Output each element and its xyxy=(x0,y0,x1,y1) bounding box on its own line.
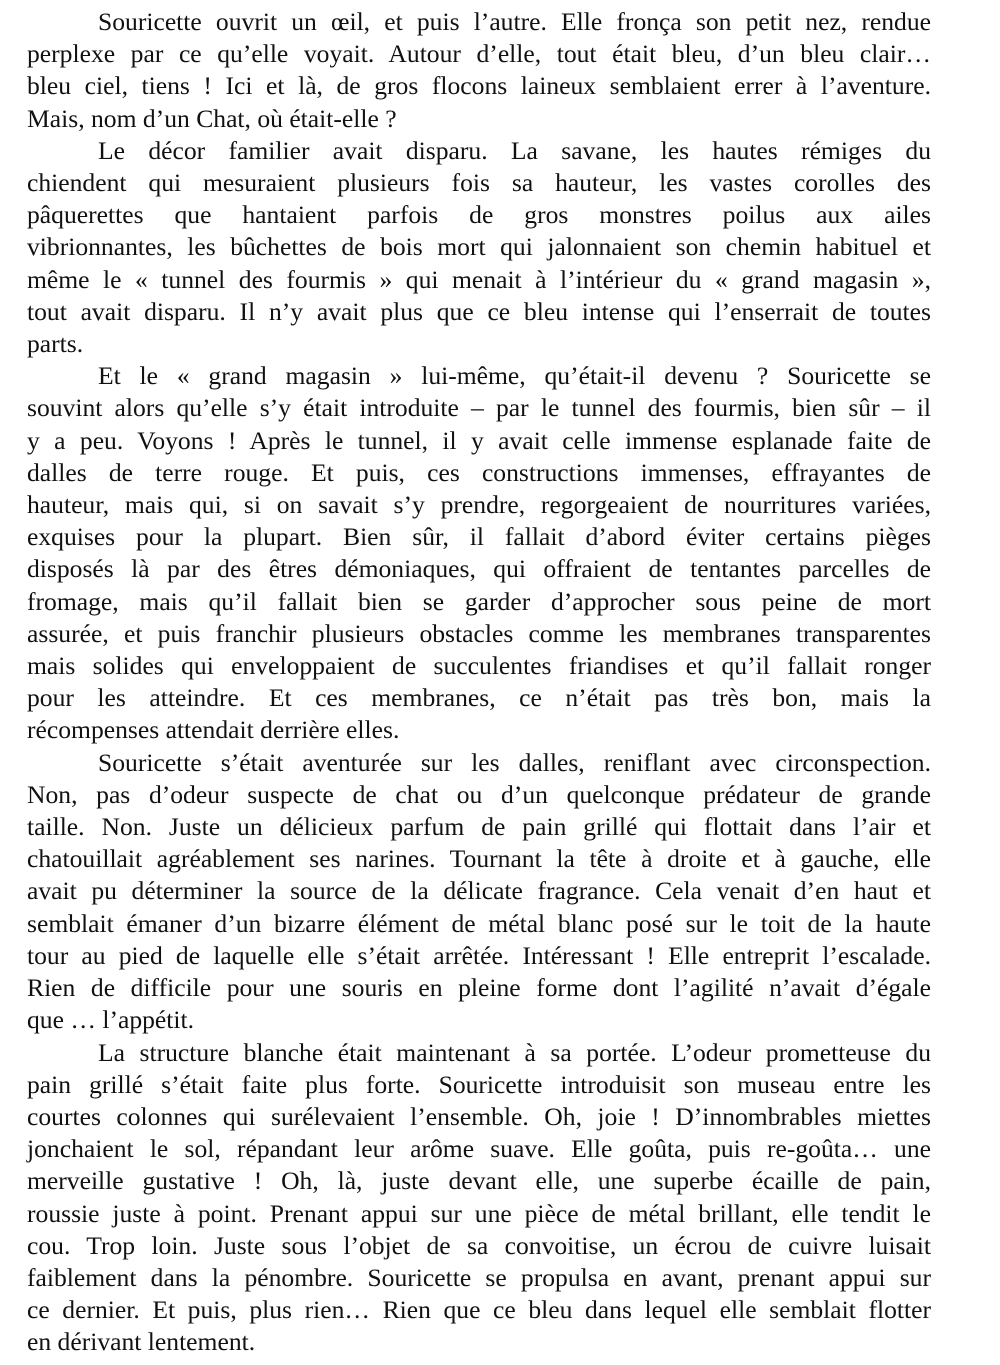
text-line: perplexe par ce qu’elle voyait. Autour d’elle, tout était bleu, d’un bleu clair… xyxy=(27,39,931,69)
text-line: Non, pas d’odeur suspecte de chat ou d’un quelconque prédateur de grande xyxy=(27,779,931,809)
text-line: récompenses attendait derrière elles. xyxy=(27,715,400,745)
text-line: pâquerettes que hantaient parfois de gros monstres poilus aux ailes xyxy=(27,200,931,230)
text-line: que … l’appétit. xyxy=(27,1005,195,1035)
text-line: pour les atteindre. Et ces membranes, ce n’était pas très bon, mais la xyxy=(27,683,931,713)
text-line: semblait émaner d’un bizarre élément de métal blanc posé sur le toit de la haute xyxy=(27,908,931,938)
paragraph-2 xyxy=(27,135,931,360)
text-line: hauteur, mais qui, si on savait s’y prendre, regorgeaient de nourritures variées, xyxy=(27,490,931,520)
text-line: tout avait disparu. Il n’y avait plus que ce bleu intense qui l’enserrait de toutes xyxy=(27,296,931,326)
text-line: avait pu déterminer la source de la délicate fragrance. Cela venait d’en haut et xyxy=(27,876,931,906)
text-line: Mais, nom d’un Chat, où était-elle ? xyxy=(27,103,397,133)
text-line: pain grillé s’était faite plus forte. Souricette introduisit son museau entre les xyxy=(27,1069,931,1099)
text-line: disposés là par des êtres démoniaques, qui offraient de tentantes parcelles de xyxy=(27,554,931,584)
text-line: en dérivant lentement. xyxy=(27,1327,256,1357)
text-line: courtes colonnes qui surélevaient l’ensemble. Oh, joie ! D’innombrables miettes xyxy=(27,1101,931,1131)
paragraph-1 xyxy=(27,6,931,135)
text-line: Et le « grand magasin » lui-même, qu’était-il devenu ? Souricette se xyxy=(98,361,931,391)
text-line: même le « tunnel des fourmis » qui menait à l’intérieur du « grand magasin », xyxy=(27,264,931,294)
text-line: merveille gustative ! Oh, là, juste devant elle, une superbe écaille de pain, xyxy=(27,1166,931,1196)
text-line: Rien de difficile pour une souris en pleine forme dont l’agilité n’avait d’égale xyxy=(27,973,931,1003)
text-line: bleu ciel, tiens ! Ici et là, de gros flocons laineux semblaient errer à l’aventure. xyxy=(27,71,931,101)
paragraph-5 xyxy=(27,1037,931,1359)
text-line: chiendent qui mesuraient plusieurs fois sa hauteur, les vastes corolles des xyxy=(27,168,931,198)
text-line: fromage, mais qu’il fallait bien se garder d’approcher sous peine de mort xyxy=(27,586,931,616)
text-line: Souricette s’était aventurée sur les dalles, reniflant avec circonspection. xyxy=(98,747,931,777)
text-line: parts. xyxy=(27,329,84,359)
text-line: jonchaient le sol, répandant leur arôme suave. Elle goûta, puis re-goûta… une xyxy=(27,1134,931,1164)
text-line: dalles de terre rouge. Et puis, ces constructions immenses, effrayantes de xyxy=(27,457,931,487)
text-line: roussie juste à point. Prenant appui sur une pièce de métal brillant, elle tendit le xyxy=(27,1198,931,1228)
text-line: exquises pour la plupart. Bien sûr, il fallait d’abord éviter certains pièges xyxy=(27,522,931,552)
text-line: Souricette ouvrit un œil, et puis l’autre. Elle fronça son petit nez, rendue xyxy=(98,7,931,36)
text-line: faiblement dans la pénombre. Souricette se propulsa en avant, prenant appui sur xyxy=(27,1262,931,1292)
text-line: cou. Trop loin. Juste sous l’objet de sa convoitise, un écrou de cuivre luisait xyxy=(27,1230,931,1260)
text-line: vibrionnantes, les bûchettes de bois mort qui jalonnaient son chemin habituel et xyxy=(27,232,931,262)
text-line: tour au pied de laquelle elle s’était arrêtée. Intéressant ! Elle entreprit l’escalade. xyxy=(27,940,931,970)
text-line: souvint alors qu’elle s’y était introduite – par le tunnel des fourmis, bien sûr – il xyxy=(27,393,931,423)
document-page xyxy=(27,6,931,1359)
text-line: chatouillait agréablement ses narines. Tournant la tête à droite et à gauche, elle xyxy=(27,844,931,874)
text-line: assurée, et puis franchir plusieurs obstacles comme les membranes transparentes xyxy=(27,618,931,648)
paragraph-3 xyxy=(27,360,931,746)
text-line: ce dernier. Et puis, plus rien… Rien que ce bleu dans lequel elle semblait flotter xyxy=(27,1295,931,1325)
text-line: La structure blanche était maintenant à sa portée. L’odeur prometteuse du xyxy=(98,1037,931,1067)
paragraph-4 xyxy=(27,747,931,1037)
text-line: taille. Non. Juste un délicieux parfum de pain grillé qui flottait dans l’air et xyxy=(27,812,931,842)
text-line: Le décor familier avait disparu. La savane, les hautes rémiges du xyxy=(98,135,931,165)
text-line: mais solides qui enveloppaient de succulentes friandises et qu’il fallait ronger xyxy=(27,651,931,681)
text-line: y a peu. Voyons ! Après le tunnel, il y avait celle immense esplanade faite de xyxy=(27,425,931,455)
